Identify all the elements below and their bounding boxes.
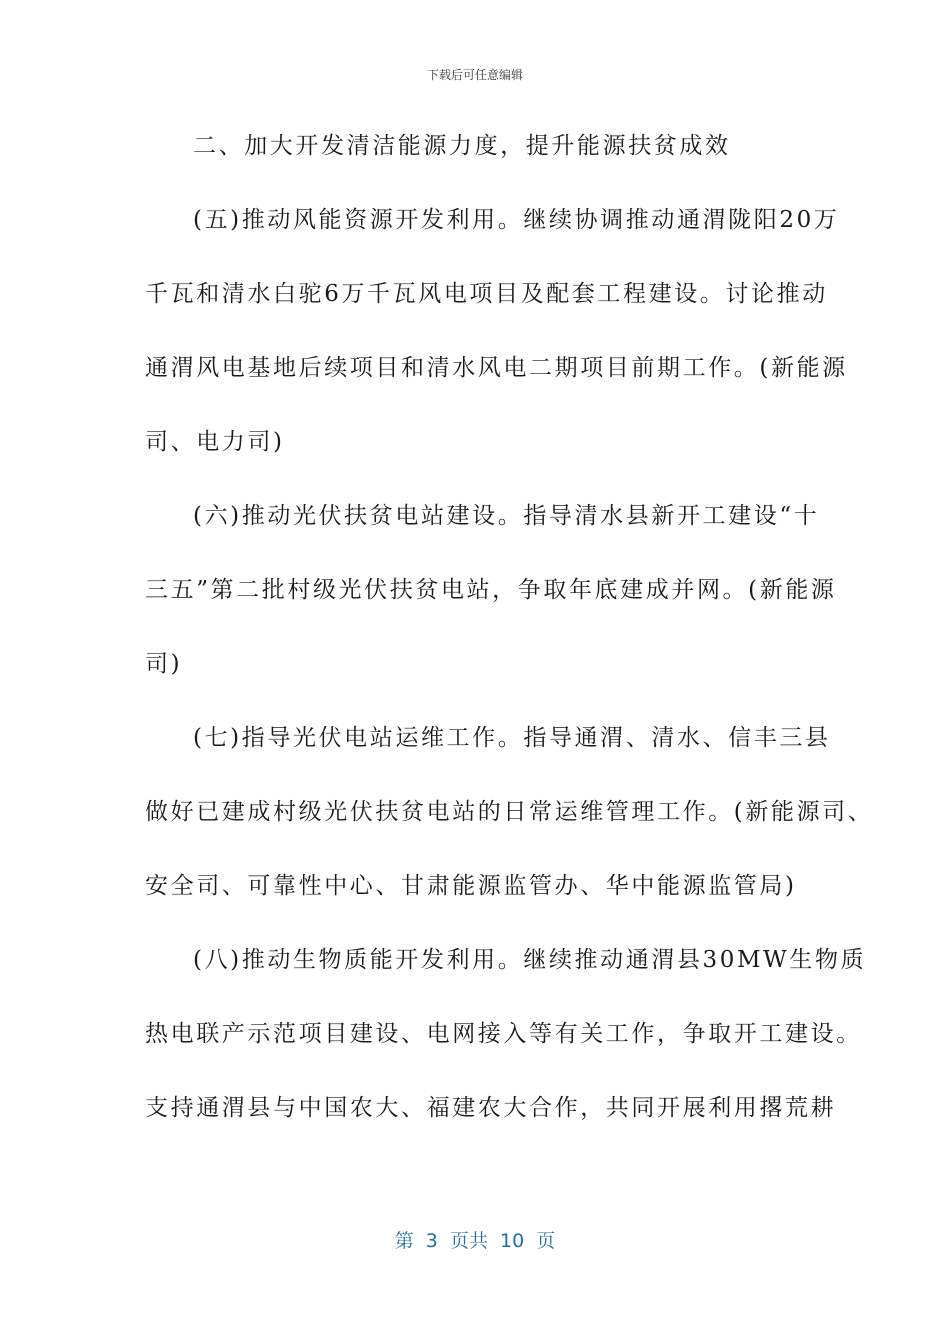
paragraph-line: 通渭风电基地后续项目和清水风电二期项目前期工作。(新能源	[145, 355, 848, 381]
paragraph-line: 做好已建成村级光伏扶贫电站的日常运维管理工作。(新能源司、	[145, 799, 874, 825]
paragraph-line: 支持通渭县与中国农大、福建农大合作，共同开展利用撂荒耕	[145, 1095, 837, 1121]
paragraph-line: 热电联产示范项目建设、电网接入等有关工作，争取开工建设。	[145, 1021, 862, 1047]
paragraph-line: 安全司、可靠性中心、甘肃能源监管办、华中能源监管局)	[145, 873, 797, 899]
paragraph-line: 三五”第二批村级光伏扶贫电站，争取年底建成并网。(新能源	[145, 577, 837, 603]
section-heading: 二、加大开发清洁能源力度，提升能源扶贫成效	[193, 133, 731, 159]
paragraph-line: (八)推动生物质能开发利用。继续推动通渭县30MW生物质	[193, 947, 867, 973]
paragraph-line: (七)指导光伏电站运维工作。指导通渭、清水、信丰三县	[193, 725, 831, 751]
paragraph-line: (五)推动风能资源开发利用。继续协调推动通渭陇阳20万	[193, 207, 840, 233]
page-number: 第 3 页共 10 页	[394, 1230, 556, 1252]
paragraph-line: 千瓦和清水白驼6万千瓦风电项目及配套工程建设。讨论推动	[145, 281, 828, 307]
paragraph-line: (六)推动光伏扶贫电站建设。指导清水县新开工建设“十	[193, 503, 820, 529]
download-note: 下载后可任意编辑	[426, 68, 523, 82]
paragraph-line: 司)	[145, 651, 183, 677]
paragraph-line: 司、电力司)	[145, 429, 285, 455]
